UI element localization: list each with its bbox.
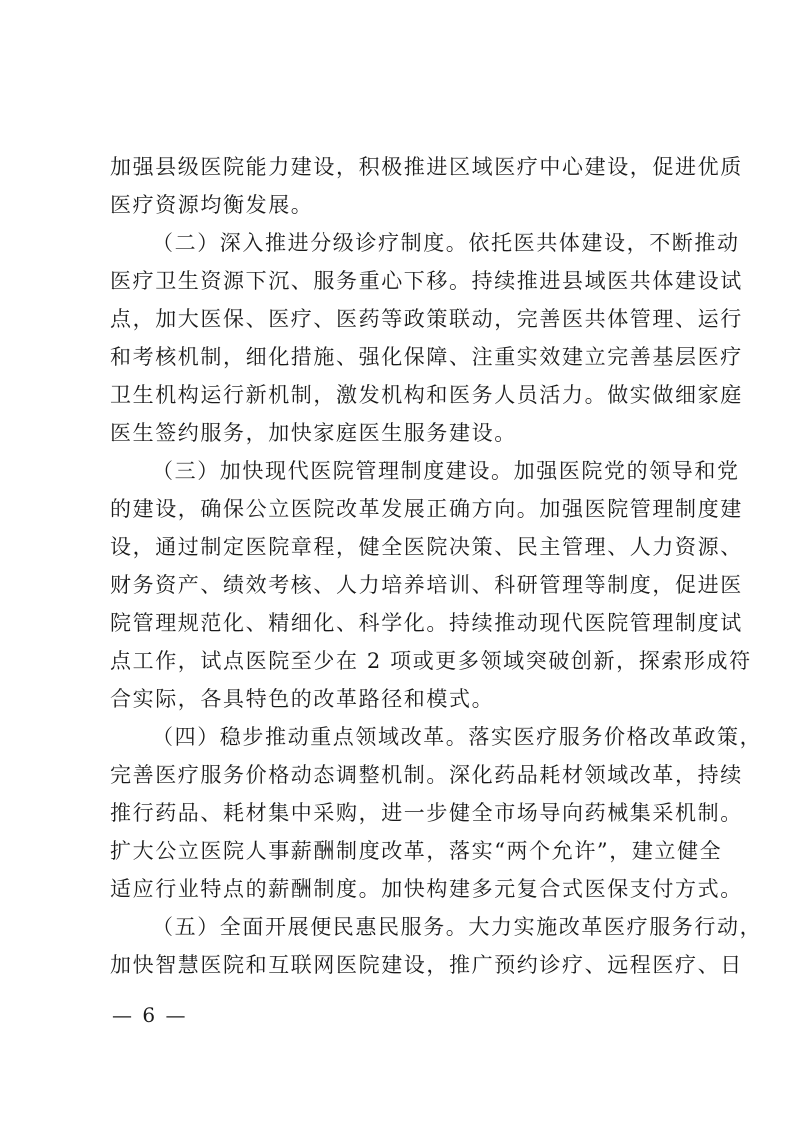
text-line: 点，加大医保、医疗、医药等政策联动，完善医共体管理、运行 <box>110 307 743 331</box>
text-line: 医疗资源均衡发展。 <box>110 193 314 217</box>
text-line: 推行药品、耗材集中采购，进一步健全市场导向药械集采机制。 <box>110 801 743 825</box>
text-line: 的建设，确保公立医院改革发展正确方向。加强医院管理制度建 <box>110 497 743 521</box>
section-heading-line: （四）稳步推动重点领域改革。落实医疗服务价格改革政策， <box>152 725 763 749</box>
text-line: 财务资产、绩效考核、人力培养培训、科研管理等制度，促进医 <box>110 573 743 597</box>
text-line: 加快智慧医院和互联网医院建设，推广预约诊疗、远程医疗、日 <box>110 953 743 977</box>
page-number: — 6 — <box>112 1003 188 1027</box>
section-heading-line: （五）全面开展便民惠民服务。大力实施改革医疗服务行动， <box>152 915 763 939</box>
text-line: 院管理规范化、精细化、科学化。持续推动现代医院管理制度试 <box>110 611 743 635</box>
text-line: 完善医疗服务价格动态调整机制。深化药品耗材领域改革，持续 <box>110 763 743 787</box>
text-line: 合实际，各具特色的改革路径和模式。 <box>110 687 495 711</box>
text-line: 加强县级医院能力建设，积极推进区域医疗中心建设，促进优质 <box>110 155 743 179</box>
section-heading-line: （二）深入推进分级诊疗制度。依托医共体建设，不断推动 <box>152 231 740 255</box>
text-line: 医生签约服务，加快家庭医生服务建设。 <box>110 421 517 445</box>
text-line: 适应行业特点的薪酬制度。加快构建多元复合式医保支付方式。 <box>110 877 743 901</box>
text-line: 和考核机制，细化措施、强化保障、注重实效建立完善基层医疗 <box>110 345 743 369</box>
text-line: 医疗卫生资源下沉、服务重心下移。持续推进县域医共体建设试 <box>110 269 743 293</box>
section-heading-line: （三）加快现代医院管理制度建设。加强医院党的领导和党 <box>152 459 740 483</box>
text-line: 点工作，试点医院至少在 2 项或更多领域突破创新，探索形成符 <box>110 649 752 673</box>
text-line: 设，通过制定医院章程，健全医院决策、民主管理、人力资源、 <box>110 535 743 559</box>
text-line: 扩大公立医院人事薪酬制度改革，落实“两个允许”，建立健全 <box>110 839 723 863</box>
text-line: 卫生机构运行新机制，激发机构和医务人员活力。做实做细家庭 <box>110 383 743 407</box>
body-text <box>110 148 763 984</box>
